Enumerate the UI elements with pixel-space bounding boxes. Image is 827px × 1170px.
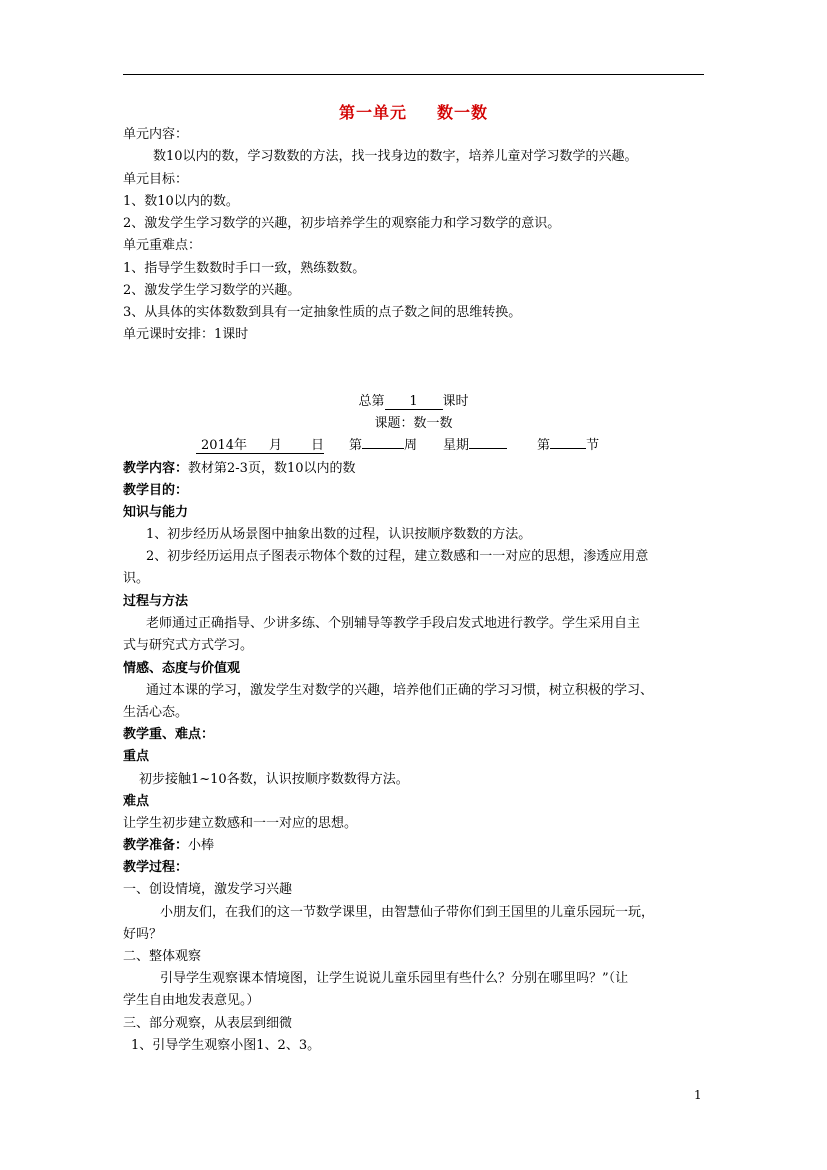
knowledge-item-1: 1、初步经历从场景图中抽象出数的过程，认识按顺序数数的方法。 — [146, 527, 532, 542]
unit-keypoint-1: 1、指导学生数数时手口一致，熟练数数。 — [123, 261, 366, 276]
unit-goals-label: 单元目标： — [123, 172, 189, 187]
unit-title-part2: 数一数 — [437, 103, 489, 122]
lesson-total-line — [0, 393, 827, 411]
prep-text: 小棒 — [188, 838, 215, 853]
unit-keypoint-3: 3、从具体的实体数数到具有一定抽象性质的点子数之间的思维转换。 — [123, 305, 522, 320]
step-2-heading: 二、整体观察 — [123, 949, 202, 964]
date-year: 2014年 — [196, 438, 252, 454]
unit-keypoints-label: 单元重难点： — [123, 238, 202, 253]
step-3-heading: 三、部分观察，从表层到细微 — [123, 1016, 293, 1031]
prep-label: 教学准备： — [123, 838, 189, 853]
step-1-text-line2: 好吗？ — [123, 927, 163, 942]
knowledge-heading: 知识与能力 — [123, 505, 189, 520]
lesson-date-line — [196, 437, 599, 455]
difficulty-heading: 难点 — [123, 794, 150, 809]
process-heading: 过程与方法 — [123, 594, 189, 609]
unit-title-part1: 第一单元 — [338, 103, 407, 122]
knowledge-item-2-line1: 2、初步经历运用点子图表示物体个数的过程，建立数感和一一对应的思想，渗透应用意 — [146, 549, 649, 564]
period-suffix: 节 — [586, 438, 600, 453]
unit-content-text: 数10以内的数，学习数数的方法，找一找身边的数字，培养儿童对学习数学的兴趣。 — [153, 149, 638, 164]
emotion-text-line1: 通过本课的学习，激发学生对数学的兴趣，培养他们正确的学习习惯，树立积极的学习、 — [146, 683, 654, 698]
prep-line — [123, 837, 214, 855]
keydiff-heading: 教学重、难点： — [123, 727, 215, 742]
process-text-line1: 老师通过正确指导、少讲多练、个别辅导等教学手段启发式地进行教学。学生采用自主 — [146, 616, 641, 631]
date-month: 月 — [252, 438, 282, 454]
step-3-item-1: 1、引导学生观察小图1、2、3。 — [131, 1038, 321, 1053]
unit-goal-2: 2、激发学生学习数学的兴趣，初步培养学生的观察能力和学习数学的意识。 — [123, 216, 561, 231]
step-1-heading: 一、创设情境，激发学习兴趣 — [123, 882, 293, 897]
key-text: 初步接触1~10各数，认识按顺序数数得方法。 — [139, 772, 409, 787]
week-suffix: 周 — [404, 438, 418, 453]
week-prefix: 第 — [349, 438, 363, 453]
step-1-text-line1: 小朋友们，在我们的这一节数学课里，由智慧仙子带你们到王国里的儿童乐园玩一玩， — [160, 905, 655, 920]
unit-goal-1: 1、数10以内的数。 — [123, 194, 239, 209]
unit-content-label: 单元内容： — [123, 127, 189, 142]
step-2-text-line1: 引导学生观察课本情境图，让学生说说儿童乐园里有些什么？分别在哪里吗？”（让 — [160, 971, 629, 986]
weekday-blank — [469, 448, 507, 449]
period-blank — [550, 448, 586, 449]
procedure-heading: 教学过程： — [123, 860, 189, 875]
key-heading: 重点 — [123, 749, 150, 764]
lesson-goals-label: 教学目的： — [123, 483, 189, 498]
unit-schedule: 单元课时安排：1课时 — [123, 327, 249, 342]
unit-title — [0, 100, 827, 123]
emotion-heading: 情感、态度与价值观 — [123, 661, 241, 676]
lesson-content-text: 教材第2-3页，数10以内的数 — [188, 461, 356, 476]
week-blank — [362, 448, 404, 449]
weekday-label: 星期 — [443, 438, 470, 453]
knowledge-item-2-line2: 识。 — [123, 571, 150, 586]
emotion-text-line2: 生活心态。 — [123, 705, 189, 720]
unit-keypoint-2: 2、激发学生学习数学的兴趣。 — [123, 283, 301, 298]
total-prefix: 总第 — [358, 394, 385, 409]
header-rule — [123, 74, 704, 75]
difficulty-text: 让学生初步建立数感和一一对应的思想。 — [123, 816, 358, 831]
date-day: 日 — [282, 438, 324, 454]
total-suffix: 课时 — [442, 394, 469, 409]
lesson-content-label: 教学内容： — [123, 461, 189, 476]
total-value-blank: 1 — [385, 394, 443, 410]
process-text-line2: 式与研究式方式学习。 — [123, 638, 254, 653]
period-prefix: 第 — [537, 438, 551, 453]
lesson-content — [123, 460, 356, 478]
lesson-topic: 课题：数一数 — [374, 416, 453, 431]
step-2-text-line2: 学生自由地发表意见。） — [123, 993, 260, 1008]
page-number: 1 — [694, 1088, 702, 1102]
